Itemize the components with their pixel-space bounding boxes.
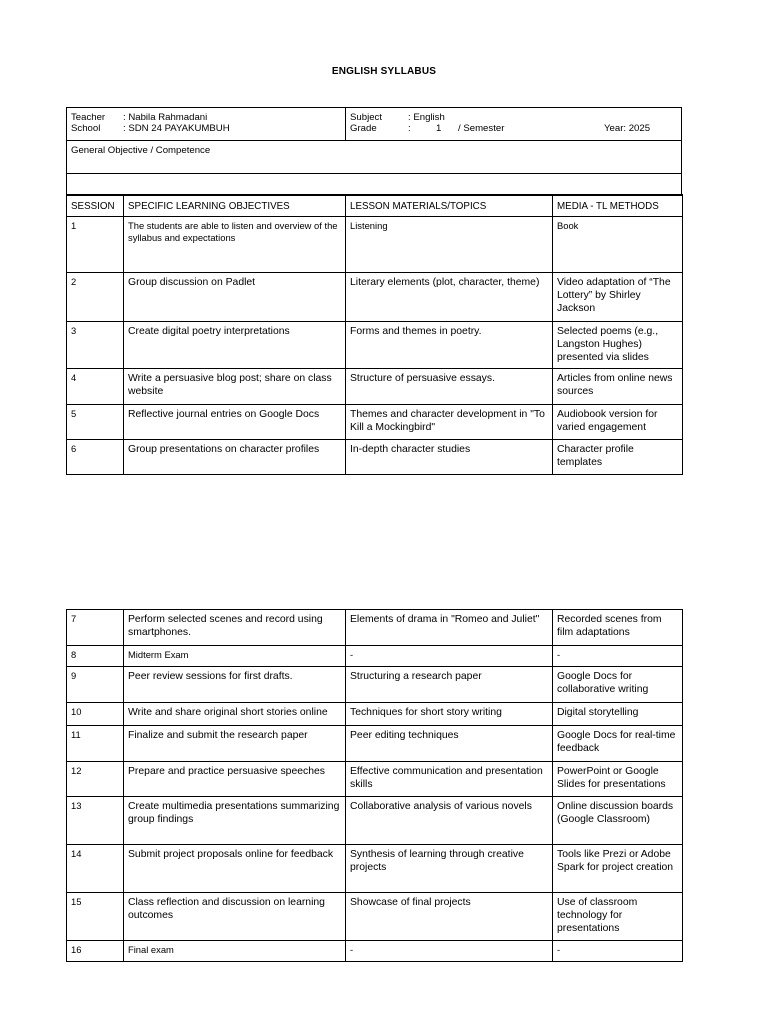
session-cell: 3: [71, 325, 77, 336]
media-cell: Recorded scenes from film adaptations: [557, 614, 662, 638]
grade-colon: :: [408, 123, 411, 134]
session-cell: 6: [71, 443, 77, 454]
table-row: [67, 893, 683, 941]
year-label: Year: 2025: [604, 123, 651, 134]
session-cell: 16: [71, 944, 82, 955]
session-cell: 14: [71, 848, 82, 859]
session-cell: 11: [71, 729, 81, 740]
media-cell: Online discussion boards (Google Classroom): [557, 801, 674, 825]
subject-label: Subject: [350, 112, 382, 123]
table-row: [67, 797, 683, 845]
objective-cell: Create multimedia presentations summarizing group findings: [128, 801, 340, 825]
school-value: : SDN 24 PAYAKUMBUH: [123, 123, 230, 134]
info-table: [66, 107, 682, 196]
material-cell: -: [350, 944, 354, 955]
media-cell: Character profile templates: [557, 444, 634, 468]
material-cell: Techniques for short story writing: [350, 707, 502, 718]
session-cell: 13: [71, 800, 82, 811]
document-title: ENGLISH SYLLABUS: [331, 66, 437, 77]
material-cell: In-depth character studies: [350, 444, 471, 455]
media-cell: Digital storytelling: [557, 707, 639, 718]
session-cell: 8: [71, 649, 77, 660]
blank-row: [67, 174, 682, 196]
material-cell: Showcase of final projects: [350, 897, 471, 908]
material-cell: Structure of persuasive essays.: [350, 373, 495, 384]
table-row: [67, 667, 683, 703]
media-cell: Book: [557, 220, 579, 231]
table-row: [67, 369, 683, 405]
material-cell: Themes and character development in "To Kill a Mockingbird": [350, 409, 545, 433]
general-objective-label: General Objective / Competence: [71, 145, 211, 156]
table-row: [67, 440, 683, 475]
subject-grade-cell: [346, 108, 682, 141]
media-cell: Google Docs for collaborative writing: [557, 671, 649, 695]
table-row: [67, 941, 683, 962]
subject-value: : English: [408, 112, 445, 123]
objectives-header: SPECIFIC LEARNING OBJECTIVES: [128, 201, 290, 212]
material-cell: -: [350, 649, 354, 660]
objective-cell: Peer review sessions for first drafts.: [128, 671, 293, 682]
session-cell: 12: [71, 765, 82, 776]
semester-label: / Semester: [458, 123, 505, 134]
media-header: MEDIA - TL METHODS: [557, 201, 659, 212]
teacher-school-cell: [67, 108, 346, 141]
general-objective-cell: [67, 141, 682, 174]
media-cell: Video adaptation of “The Lottery” by Shirley Jackson: [557, 277, 671, 314]
material-cell: Listening: [350, 220, 388, 231]
objective-cell: Write and share original short stories online: [128, 707, 328, 718]
material-cell: Peer editing techniques: [350, 730, 459, 741]
material-cell: Collaborative analysis of various novels: [350, 801, 532, 812]
objective-cell: Group presentations on character profiles: [128, 444, 320, 455]
session-cell: 7: [71, 613, 77, 624]
objective-cell: Group discussion on Padlet: [128, 277, 256, 288]
objective-cell: Midterm Exam: [128, 649, 189, 660]
objective-cell: The students are able to listen and overview of the syllabus and expectations: [128, 220, 338, 243]
media-cell: Articles from online news sources: [557, 373, 673, 397]
table-row: [67, 646, 683, 667]
session-cell: 2: [71, 276, 77, 287]
table-row: [67, 610, 683, 646]
teacher-value: : Nabila Rahmadani: [123, 112, 208, 123]
material-cell: Elements of drama in "Romeo and Juliet": [350, 614, 540, 625]
material-cell: Structuring a research paper: [350, 671, 482, 682]
table-row: [67, 405, 683, 440]
school-label: School: [71, 123, 101, 134]
session-cell: 15: [71, 896, 82, 907]
media-cell: Selected poems (e.g., Langston Hughes) presented via slides: [557, 326, 659, 363]
table-row: [67, 217, 683, 273]
table-row: [67, 845, 683, 893]
objective-cell: Reflective journal entries on Google Docs: [128, 409, 320, 420]
media-cell: Tools like Prezi or Adobe Spark for project creation: [557, 849, 674, 873]
table-row: [67, 726, 683, 762]
session-cell: 5: [71, 408, 77, 419]
materials-header: LESSON MATERIALS/TOPICS: [350, 201, 487, 212]
objective-cell: Submit project proposals online for feedback: [128, 849, 334, 860]
media-cell: Use of classroom technology for presentations: [557, 897, 638, 934]
material-cell: Effective communication and presentation skills: [350, 766, 543, 790]
material-cell: Synthesis of learning through creative projects: [350, 849, 524, 873]
media-cell: -: [557, 944, 561, 955]
session-cell: 10: [71, 706, 82, 717]
objective-cell: Write a persuasive blog post; share on class website: [128, 373, 332, 397]
teacher-label: Teacher: [71, 112, 106, 123]
media-cell: Google Docs for real-time feedback: [557, 730, 676, 754]
objective-cell: Final exam: [128, 944, 174, 955]
syllabus-table-page-1: [66, 194, 683, 475]
media-cell: Audiobook version for varied engagement: [557, 409, 658, 433]
objective-cell: Create digital poetry interpretations: [128, 326, 290, 337]
syllabus-table-page-2: [66, 609, 683, 962]
table-header-row: [67, 195, 683, 217]
material-cell: Forms and themes in poetry.: [350, 326, 482, 337]
grade-value: 1: [436, 123, 442, 134]
session-cell: 1: [71, 220, 77, 231]
media-cell: -: [557, 649, 561, 660]
objective-cell: Prepare and practice persuasive speeches: [128, 766, 325, 777]
table-row: [67, 703, 683, 726]
grade-label: Grade: [350, 123, 377, 134]
session-cell: 4: [71, 372, 77, 383]
material-cell: Literary elements (plot, character, theme): [350, 277, 540, 288]
table-row: [67, 322, 683, 369]
media-cell: PowerPoint or Google Slides for presentations: [557, 766, 666, 790]
table-row: [67, 762, 683, 797]
table-row: [67, 273, 683, 322]
objective-cell: Class reflection and discussion on learning outcomes: [128, 897, 325, 921]
session-cell: 9: [71, 670, 77, 681]
objective-cell: Finalize and submit the research paper: [128, 730, 308, 741]
session-header: SESSION: [71, 201, 115, 212]
objective-cell: Perform selected scenes and record using smartphones.: [128, 614, 323, 638]
